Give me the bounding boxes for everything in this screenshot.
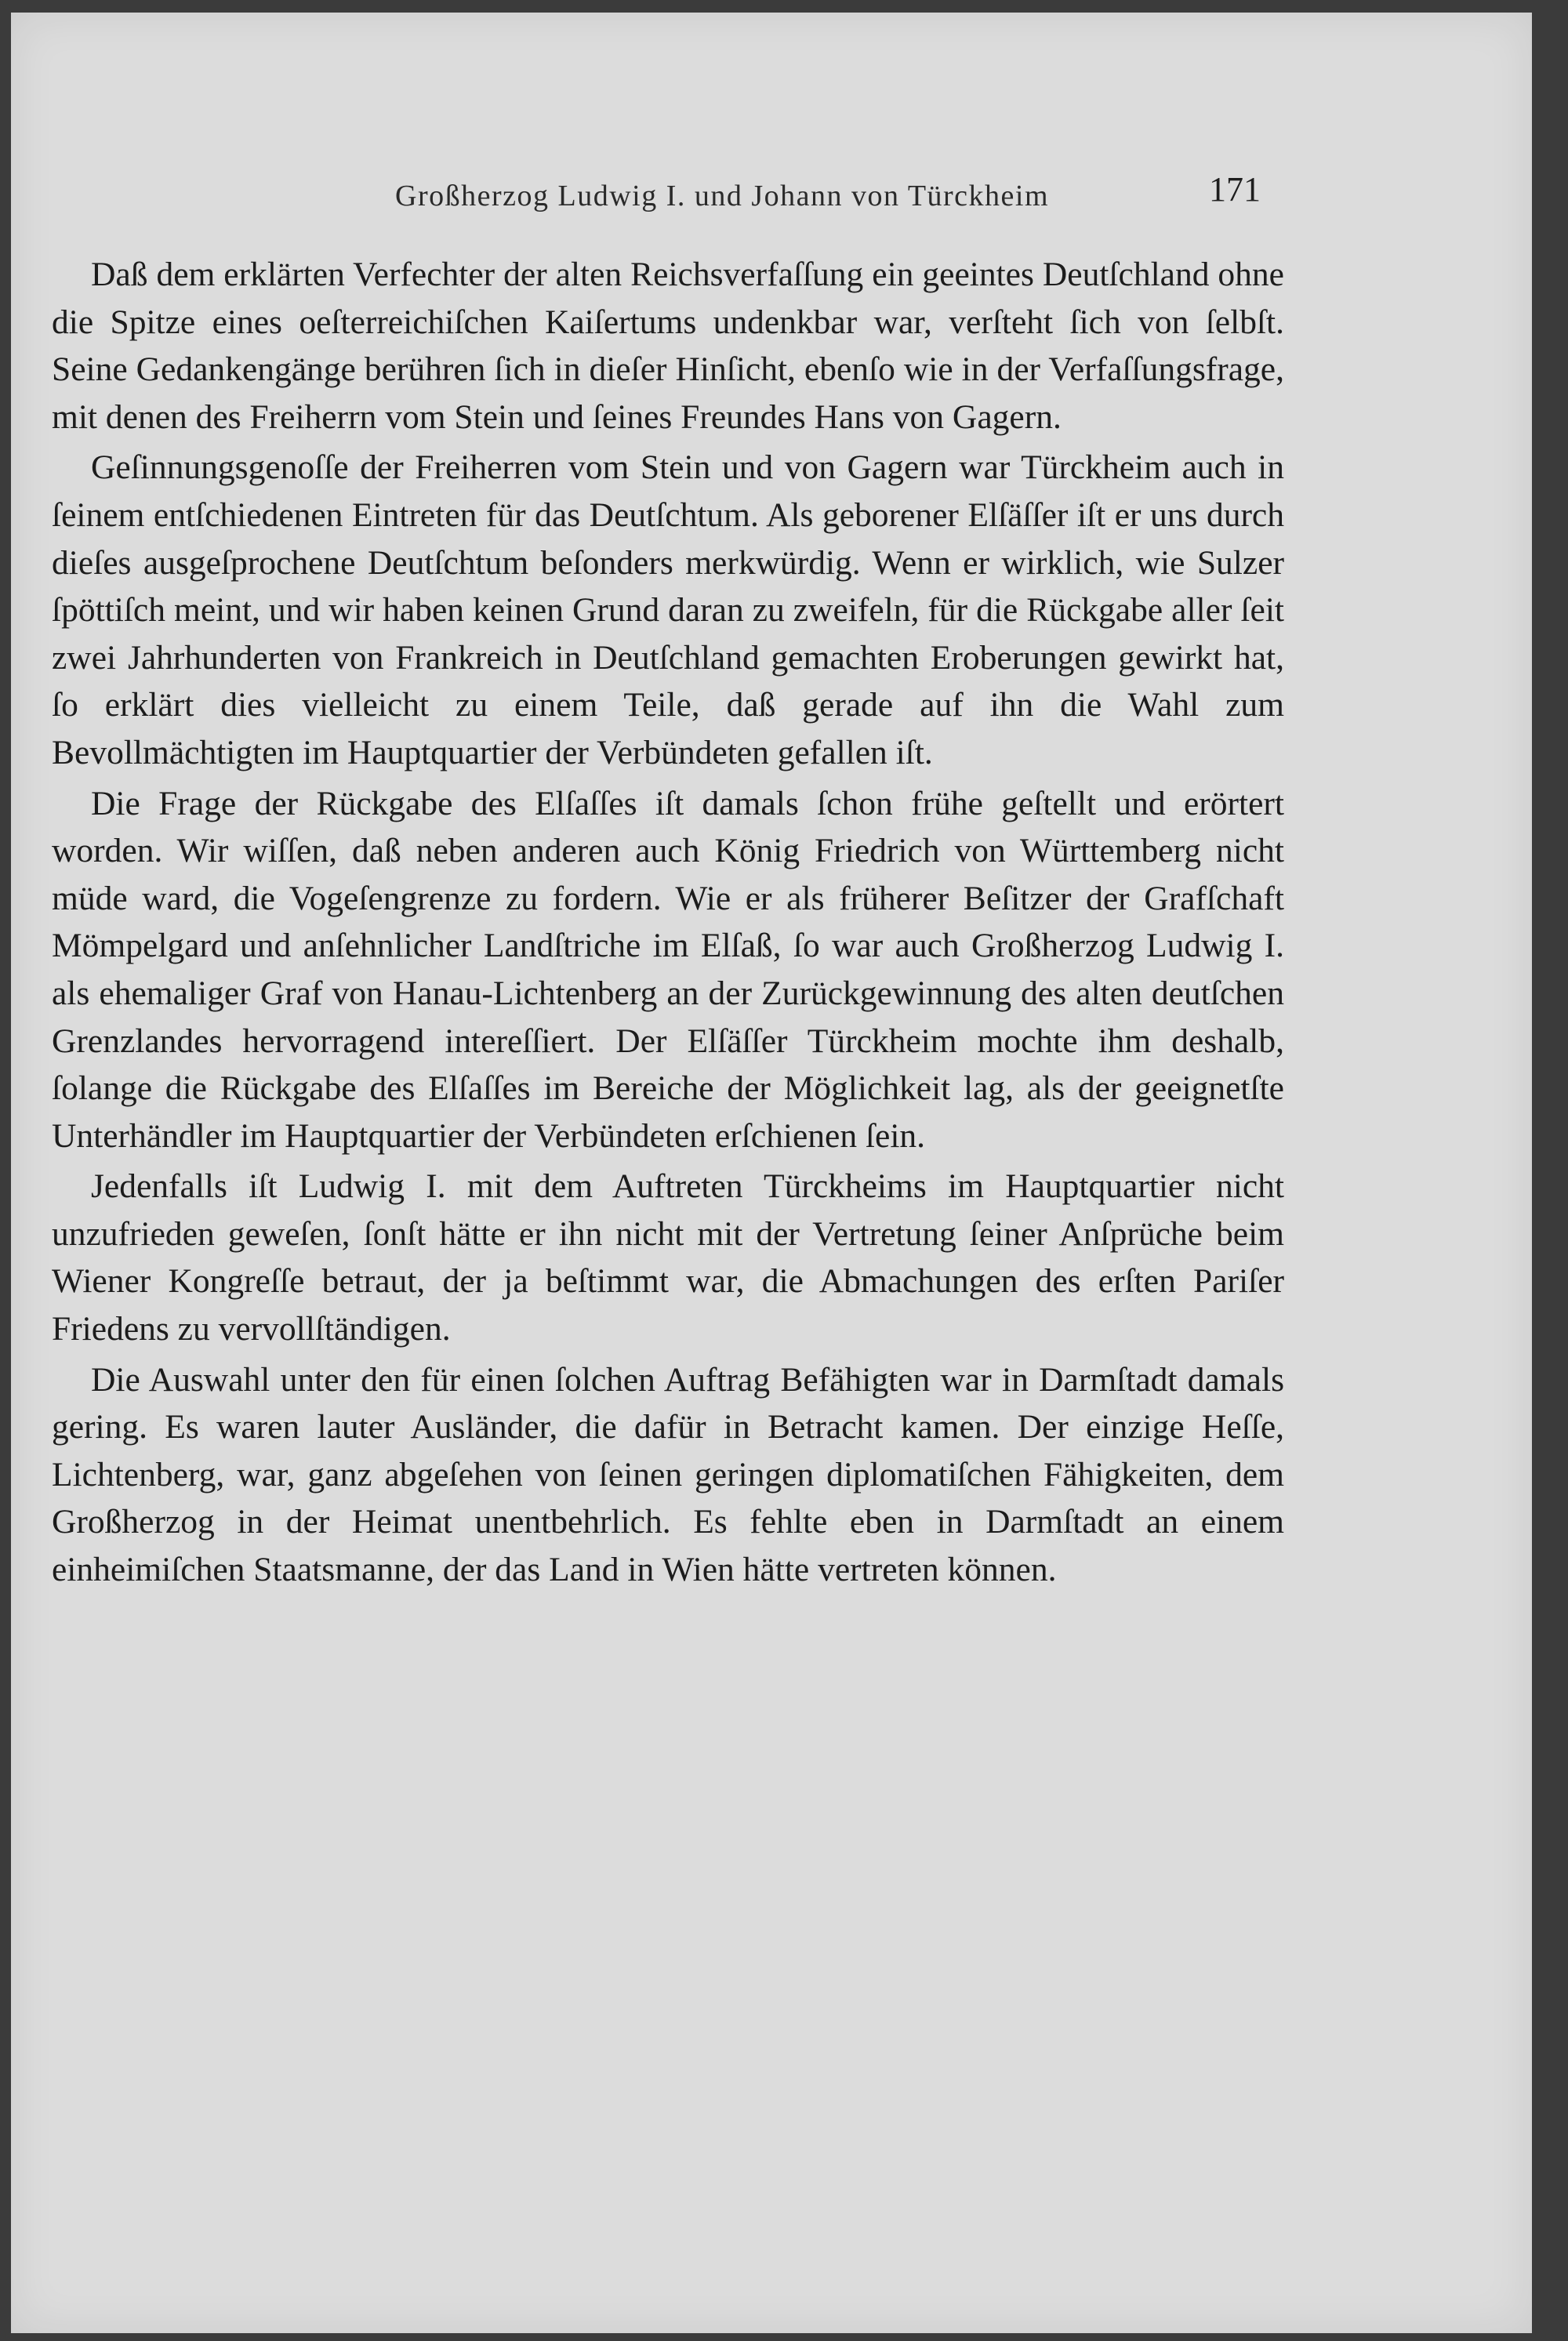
paragraph: Die Frage der Rückgabe des Elſaſſes iſt damals ſchon frühe geſtellt und erörtert worden. Wir wiſſen, daß neben anderen auch König Friedrich von Württemberg nicht müde ward, die Vogeſengrenze zu fordern. Wie er als früherer Beſitzer der Grafſchaft Mömpelgard und anſehnlicher Landſtriche im Elſaß, ſo war auch Großherzog Ludwig I. als ehemaliger Graf von Hanau-Lichtenberg an der Zurückgewinnung des alten deutſchen Grenzlandes hervorragend intereſſiert. Der Elſäſſer Türckheim mochte ihm deshalb, ſolange die Rückgabe des Elſaſſes im Bereiche der Möglichkeit lag, als der geeignetſte Unterhändler im Hauptquartier der Verbündeten erſchienen ſein. <box>52 784 1284 1155</box>
paragraph: Die Auswahl unter den für einen ſolchen Auftrag Befähigten war in Darmſtadt damals gering. Es waren lauter Ausländer, die dafür in Betracht kamen. Der einzige Heſſe, Lichtenberg, war, ganz abgeſehen von ſeinen geringen diplomatiſchen Fähigkeiten, dem Großherzog in der Heimat unentbehrlich. Es fehlte eben in Darmſtadt an einem einheimiſchen Staatsmanne, der das Land in Wien hätte vertreten können. <box>52 1360 1284 1589</box>
paragraph: Geſinnungsgenoſſe der Freiherren vom Stein und von Gagern war Türckheim auch in ſeinem entſchiedenen Eintreten für das Deutſchtum. Als geborener Elſäſſer iſt er uns durch dieſes ausgeſprochene Deutſchtum beſonders merkwürdig. Wenn er wirklich, wie Sulzer ſpöttiſch meint, und wir haben keinen Grund daran zu zweifeln, für die Rückgabe aller ſeit zwei Jahrhunderten von Frankreich in Deutſchland gemachten Eroberungen gewirkt hat, ſo erklärt dies vielleicht zu einem Teile, daß gerade auf ihn die Wahl zum Bevollmächtigten im Hauptquartier der Verbündeten gefallen iſt. <box>52 448 1284 771</box>
book-page <box>11 13 1532 2333</box>
body-text <box>52 251 1284 1597</box>
page-header <box>11 169 1532 216</box>
running-title: Großherzog Ludwig I. und Johann von Türckheim <box>395 180 1050 212</box>
page-number: 171 <box>1209 170 1261 209</box>
paragraph: Jedenfalls iſt Ludwig I. mit dem Auftreten Türckheims im Hauptquartier nicht unzufrieden geweſen, ſonſt hätte er ihn nicht mit der Vertretung ſeiner Anſprüche beim Wiener Kongreſſe betraut, der ja beſtimmt war, die Abmachungen des erſten Pariſer Friedens zu vervollſtändigen. <box>52 1167 1284 1348</box>
paragraph: Daß dem erklärten Verfechter der alten Reichsverfaſſung ein geeintes Deutſchland ohne die Spitze eines oeſterreichiſchen Kaiſertums undenkbar war, verſteht ſich von ſelbſt. Seine Gedankengänge berühren ſich in dieſer Hinſicht, ebenſo wie in der Verfaſſungsfrage, mit denen des Freiherrn vom Stein und ſeines Freundes Hans von Gagern. <box>52 256 1284 436</box>
